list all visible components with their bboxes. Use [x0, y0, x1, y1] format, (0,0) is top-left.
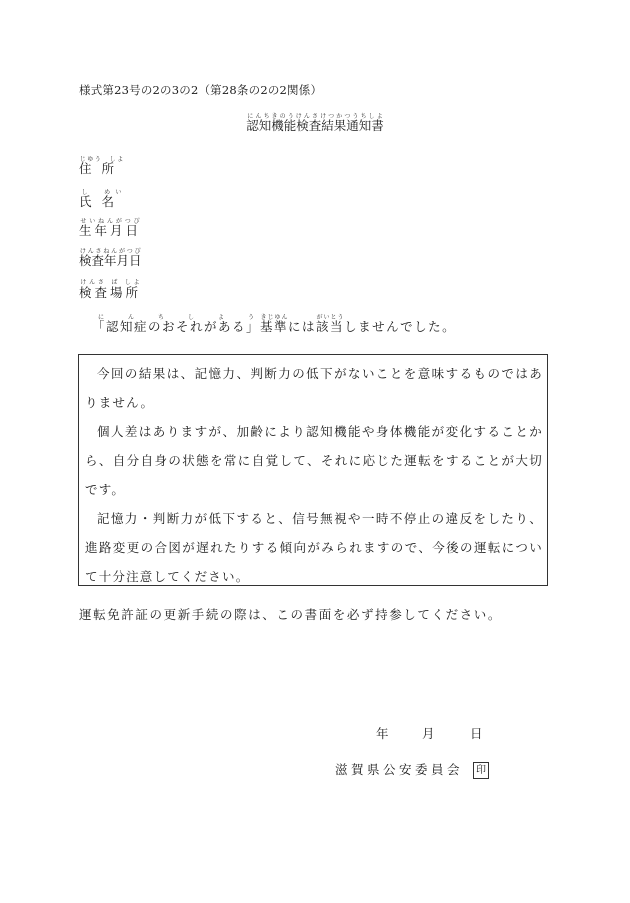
date-day: 日: [470, 726, 483, 741]
issue-date: [376, 724, 483, 742]
issuer-name: 滋賀県公安委員会: [335, 762, 464, 777]
document-title: 認知機能検査結果通知書にんちきのうけんさけつかつうちしよ: [246, 113, 384, 133]
notice-text: [85, 359, 543, 591]
notice-box: [78, 354, 548, 586]
notice-paragraph-3: 記憶力・判断力が低下すると、信号無視や一時不停止の違反をしたり、進路変更の合図が遅れたりする傾向がみられますので、今後の運転について十分注意してください。: [85, 511, 543, 584]
field-name: 氏名し めい: [79, 189, 125, 209]
field-exam-date: 検査年月日けんさねんがつぴ: [79, 248, 142, 268]
renewal-reminder: 運転免許証の更新手続の際は、この書面を必ず持参してください。: [79, 607, 503, 622]
field-exam-location: 検査場所けんさ ば しよ: [79, 279, 142, 300]
notice-paragraph-1: 今回の結果は、記憶力、判断力の低下がないことを意味するものではありません。: [85, 366, 543, 410]
date-year: 年: [376, 726, 389, 741]
seal-stamp: 印: [473, 762, 489, 779]
form-number: 様式第23号の2の3の2（第28条の2の2関係）: [79, 83, 323, 97]
issuer-block: [335, 760, 489, 779]
field-birthdate: 生年月日せいねんがつぴ: [79, 218, 142, 238]
result-statement: 「認知症のおそれがある」にんちしよう基準きじゆんには該当がいとうしませんでした。: [92, 314, 457, 334]
field-address: 住所じゆう しよ: [79, 156, 125, 176]
notice-paragraph-2: 個人差はありますが、加齢により認知機能や身体機能が変化することから、自分自身の状態を常に自覚して、それに応じた運転をすることが大切です。: [85, 424, 543, 497]
date-month: 月: [422, 726, 435, 741]
